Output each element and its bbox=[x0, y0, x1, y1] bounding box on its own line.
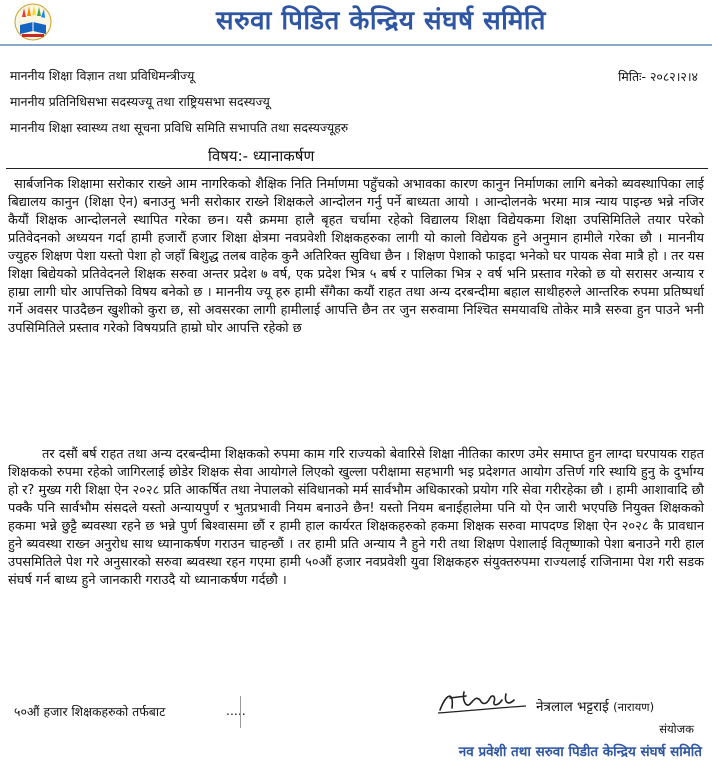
signer-role: संयोजक bbox=[659, 722, 694, 736]
addressee-2: माननीय प्रतिनिधिसभा सदस्यज्यू तथा राष्ट्रियसभा सदस्यज्यू bbox=[10, 94, 270, 109]
signer-place: (नारायण) bbox=[613, 700, 655, 714]
signer-name-block bbox=[536, 697, 654, 715]
signature-dots: ..... bbox=[226, 703, 246, 718]
subject-divider bbox=[6, 168, 708, 169]
organization-logo-icon bbox=[14, 3, 52, 41]
organization-footer: नव प्रवेशी तथा सरुवा पिडीत केन्द्रिय संघर्ष समिति bbox=[458, 744, 702, 760]
addressee-3: माननीय शिक्षा स्वास्थ्य तथा सूचना प्रविधि समिति सभापति तथा सदस्यज्यूहरु bbox=[10, 120, 349, 135]
body-paragraph-1: सार्बजनिक शिक्षामा सरोकार राख्ने आम नागरिकको शैक्षिक निति निर्माणमा पहुँचको अभावका कारण कानुन निर्माणका लागि बनेको ब्यवस्थापिका लाई बिद्यालय कानुन (शिक्षा ऐन) बनाउनु भनी सरोकार राख्ने शिक्षकले आन्दोलन गर्नु पर्ने बाध्यता आयो । आन्दोलनके भरमा मात्र न्याय पाइन्छ भन्ने नजिर कैयौं शिक्षक आन्दोलनले स्थापित गरेका छन। यसै क्रममा हालै बृहत चर्चामा रहेको विद्यालय शिक्षा विद्येयकमा शिक्षा उपसिमितिले तयार परेको प्रतिवेदनको अध्ययन गर्दा हामी हजारौं हजार शिक्षा क्षेत्रमा नवप्रवेशी शिक्षकहरुका लागी यो कालो विद्येयक हुने अनुमान हामीले गरेका छौ । माननीय ज्युहरु शिक्षण पेशा यस्तो पेशा हो जहाँ बिशुद्ध तलब वाहेक कुनै अतिरिक्त सुविधा छैन । शिक्षण पेशाको फाइदा भनेको घर पायक सेवा मात्रै हो । तर यस शिक्षा बिद्येयको प्रतिवेदनले शिक्षक सरुवा अन्तर प्रदेश ७ वर्ष, एक प्रदेश भित्र ५ बर्ष र पालिका भित्र २ वर्ष भनि प्रस्ताव गरेको छ यो सरासर अन्याय र हाम्रा लागी घोर आपत्तिको विषय बनेको छ । माननीय ज्यू हरु हामी सँगैका कयौं राहत तथा अन्य दरबन्दीमा बहाल साथीहरुले आन्तरिक रुपमा प्रतिष्पर्धा गर्ने अवसर पाउदैछन खुशीको कुरा छ, सो अवसरका लागी हामीलाई आपत्ति छैन तर जुन सरुवामा निश्चित समयावधि तोकेर मात्रै सरुवा हुन पाउने भनी उपसिमितिले प्रस्ताव गरेको विषयप्रति हाम्रो घोर आपत्ति रहेको छ bbox=[8, 177, 704, 337]
signer-name: नेत्रलाल भट्टराई bbox=[536, 699, 609, 715]
addressee-1: माननीय शिक्षा विज्ञान तथा प्रविधिमन्त्रीज्यू bbox=[10, 68, 195, 83]
signature-separator bbox=[240, 696, 242, 728]
letterhead bbox=[0, 0, 712, 46]
handwritten-signature-icon bbox=[436, 686, 528, 716]
subject-line: विषय:- ध्यानाकर्षण bbox=[208, 147, 315, 165]
letter-date: मितिः- २०८२।२।४ bbox=[618, 69, 698, 84]
on-behalf-label: ५०औं हजार शिक्षकहरुको तर्फबाट bbox=[14, 704, 166, 719]
body-paragraph-2: तर दसौं बर्ष राहत तथा अन्य दरबन्दीमा शिक्षकको रुपमा काम गरि राज्यको बेवारिसे शिक्षा नीतिका कारण उमेर समाप्त हुन लाग्दा घरपायक राहत शिक्षकको रुपमा रहेको जागिरलाई छोडेर शिक्षक सेवा आयोगले लिएको खुल्ला परीक्षामा सहभागी भइ प्रदेशगत आयोग उत्तिर्ण गरि स्थायि हुनु के दुर्भाग्य हो र? मुख्य गरी शिक्षा ऐन २०२८ प्रति आकर्षित तथा नेपालको संविधानको मर्म सार्वभौम अधिकारको प्रयोग गरि सेवा गरीरहेका छौ । हामी आशावादि छौ पक्कै पनि सार्वभौम संसदले यस्तो अन्यायपुर्ण र भुतप्रभावी नियम बनाउने छैन! यस्तो नियम बनाईहालेमा पनि यो ऐन जारी भएपछि नियुक्त शिक्षकको हकमा भन्ने छुट्टै ब्यवस्था रहने छ भन्ने पुर्ण बिश्वासमा छौं र हामी हाल कार्यरत शिक्षकहरुको हकमा शिक्षक सरुवा मापदण्ड शिक्षा ऐन २०२८ कै प्रावधान हुने ब्यवस्था राख्न अनुरोध साथ ध्यानाकर्षण गराउन चाहन्छौं । तर हामी प्रति अन्याय नै हुने गरी तथा शिक्षण पेशालाई वितृष्णाको पेशा बनाउने गरी हाल उपसमितिले पेश गरे अनुसारको सरुवा ब्यवस्था रहन गएमा हामी ५०औं हजार नवप्रवेशी युवा शिक्षकहरु संयुक्तरुपमा राज्यलाई राजिनामा पेश गरी सडक संघर्ष गर्न बाध्य हुने जानकारी गराउदै यो ध्यानाकर्षण गर्दछौ । bbox=[8, 447, 704, 589]
organization-title: सरुवा पिडित केन्द्रिय संघर्ष समिति bbox=[216, 6, 546, 36]
book-hands-logo-icon bbox=[14, 3, 52, 41]
